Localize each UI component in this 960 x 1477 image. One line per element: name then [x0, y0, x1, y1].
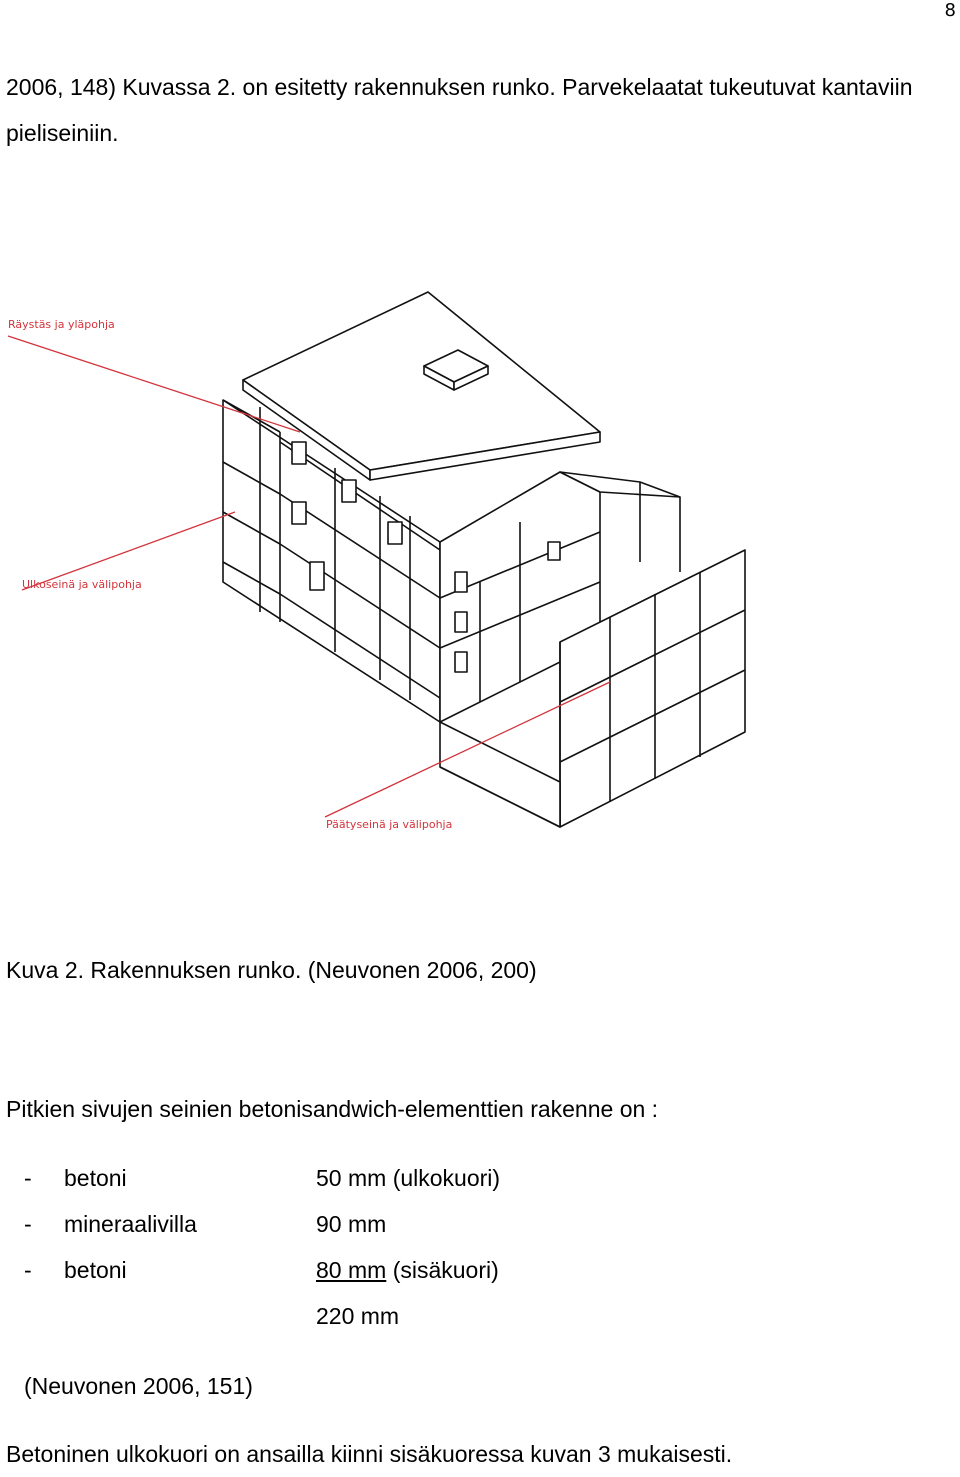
intro-paragraph: 2006, 148) Kuvassa 2. on esitetty rakennuksen runko. Parvekelaatat tukeutuvat kantaviin pieliseiniin. — [6, 74, 913, 146]
layer-thickness: 90 mm — [316, 1210, 387, 1237]
layer-row — [24, 1247, 500, 1293]
layer-dash: - — [24, 1256, 32, 1283]
layer-thickness-cell — [316, 1155, 500, 1201]
outer-wall-label: Ulkoseinä ja välipohja — [22, 578, 142, 591]
layer-thickness: 50 mm — [316, 1164, 387, 1191]
layer-list — [24, 1155, 500, 1339]
layer-row — [24, 1201, 500, 1247]
end-wall-label: Päätyseinä ja välipohja — [326, 818, 453, 831]
layer-thickness: 80 mm — [316, 1256, 387, 1283]
roof-label: Räystäs ja yläpohja — [8, 318, 115, 331]
layer-thickness-cell — [316, 1201, 500, 1247]
ground-slab — [440, 722, 560, 827]
layer-material: betoni — [64, 1256, 127, 1283]
layer-dash: - — [24, 1164, 32, 1191]
final-paragraph: Betoninen ulkokuori on ansailla kiinni sisäkuoressa kuvan 3 mukaisesti. — [6, 1441, 733, 1467]
layer-thickness-cell — [316, 1247, 500, 1293]
page-number: 8 — [944, 0, 956, 21]
building-frame-figure — [0, 282, 960, 842]
layer-material: mineraalivilla — [64, 1210, 197, 1237]
layer-dash: - — [24, 1210, 32, 1237]
total-row — [24, 1293, 500, 1339]
total-thickness: 220 mm — [316, 1302, 400, 1329]
layer-note: (sisäkuori) — [392, 1256, 499, 1283]
source-reference: (Neuvonen 2006, 151) — [24, 1373, 253, 1399]
layer-material: betoni — [64, 1164, 127, 1191]
layer-row — [24, 1155, 500, 1201]
figure-caption: Kuva 2. Rakennuksen runko. (Neuvonen 2006, 200) — [6, 957, 537, 983]
structure-intro: Pitkien sivujen seinien betonisandwich-elementtien rakenne on : — [6, 1096, 659, 1122]
layer-note: (ulkokuori) — [392, 1164, 501, 1191]
